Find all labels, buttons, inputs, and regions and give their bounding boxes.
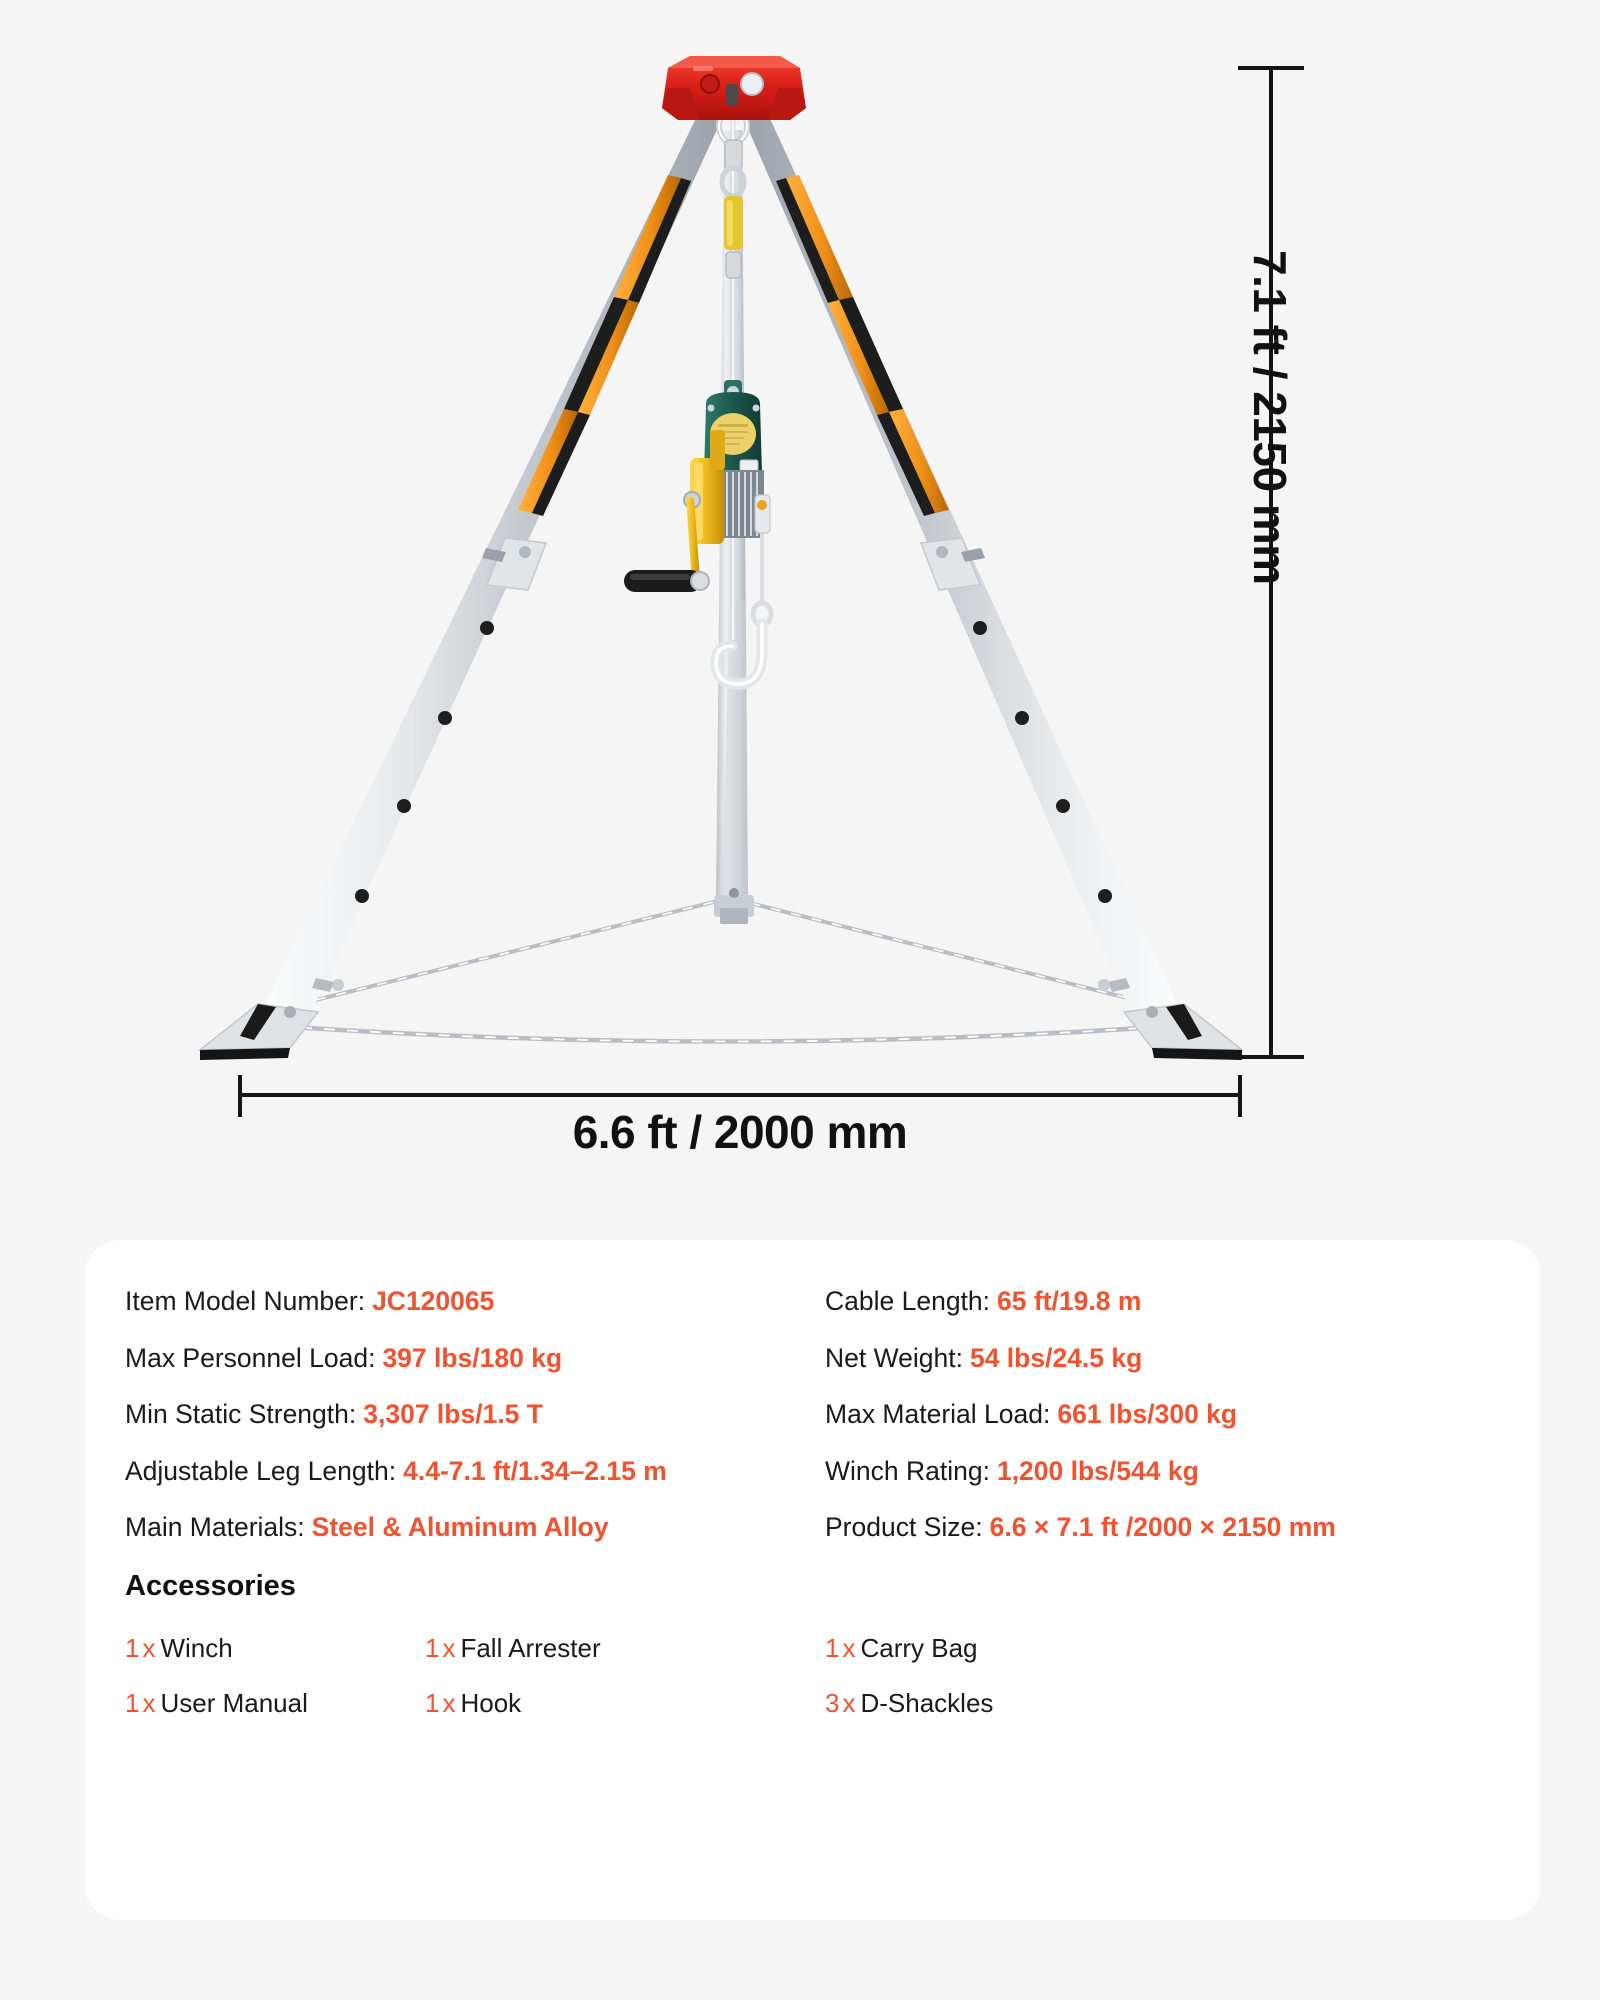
accessories-title: Accessories — [125, 1570, 296, 1602]
spec-row-max-personnel-load — [125, 1343, 825, 1400]
spec-row-winch-rating — [825, 1456, 1525, 1513]
spec-column-right — [825, 1286, 1525, 1569]
accessory-separator: x — [442, 1688, 456, 1718]
spec-row-cable-length — [825, 1286, 1525, 1343]
accessories-row — [125, 1633, 1505, 1664]
spec-value: 54 lbs/24.5 kg — [969, 1342, 1143, 1373]
spec-label: Cable Length: — [825, 1286, 991, 1316]
spec-label: Net Weight: — [825, 1342, 963, 1373]
accessory-item-user-manual — [125, 1688, 425, 1719]
spec-value: 6.6 × 7.1 ft /2000 × 2150 mm — [989, 1512, 1336, 1542]
accessory-item-winch — [125, 1633, 425, 1664]
spec-value: JC120065 — [372, 1286, 495, 1316]
specification-card — [85, 1240, 1540, 1920]
spec-value: 397 lbs/180 kg — [382, 1342, 563, 1373]
accessory-qty: 1 — [825, 1633, 840, 1663]
accessory-name: User Manual — [160, 1688, 308, 1718]
accessory-qty: 1 — [125, 1633, 140, 1663]
spec-value: Steel & Aluminum Alloy — [311, 1512, 609, 1542]
spec-row-max-material-load — [825, 1399, 1525, 1456]
spec-label: Main Materials: — [125, 1512, 305, 1542]
spec-column-left — [125, 1286, 825, 1569]
spec-row-product-size — [825, 1512, 1525, 1569]
spec-label: Max Material Load: — [825, 1399, 1051, 1429]
accessory-name: D-Shackles — [860, 1688, 994, 1718]
accessory-qty: 1 — [125, 1688, 140, 1718]
height-dimension-label: 7.1 ft / 2150 mm — [1244, 250, 1296, 585]
accessory-name: Winch — [160, 1633, 233, 1663]
accessory-name: Fall Arrester — [460, 1633, 601, 1663]
accessories-section — [125, 1570, 1505, 1743]
accessory-separator: x — [142, 1688, 156, 1718]
spec-row-min-static-strength — [125, 1399, 825, 1456]
spec-row-adjustable-leg-length — [125, 1456, 825, 1513]
accessory-qty: 3 — [825, 1688, 840, 1718]
accessory-item-fall-arrester — [425, 1633, 825, 1664]
accessory-item-carry-bag — [825, 1633, 1225, 1664]
spec-row-net-weight — [825, 1343, 1525, 1400]
spec-label: Max Personnel Load: — [125, 1342, 376, 1373]
spec-label: Adjustable Leg Length: — [125, 1455, 397, 1486]
accessory-qty: 1 — [425, 1688, 440, 1718]
spec-value: 661 lbs/300 kg — [1057, 1399, 1238, 1429]
spec-label: Product Size: — [825, 1512, 983, 1542]
accessory-separator: x — [842, 1633, 856, 1663]
spec-value: 65 ft/19.8 m — [997, 1286, 1142, 1316]
accessory-item-d-shackles — [825, 1688, 1225, 1719]
accessory-separator: x — [442, 1633, 456, 1663]
accessory-name: Hook — [460, 1688, 522, 1718]
spec-row-main-materials — [125, 1512, 825, 1569]
spec-label: Item Model Number: — [125, 1286, 366, 1316]
accessory-qty: 1 — [425, 1633, 440, 1663]
width-dimension-label: 6.6 ft / 2000 mm — [572, 1106, 908, 1158]
accessory-separator: x — [842, 1688, 856, 1718]
accessories-row — [125, 1688, 1505, 1719]
spec-label: Winch Rating: — [825, 1455, 990, 1486]
spec-label: Min Static Strength: — [125, 1399, 357, 1429]
accessory-item-hook — [425, 1688, 825, 1719]
spec-value: 4.4-7.1 ft/1.34–2.15 m — [403, 1455, 667, 1486]
accessory-separator: x — [142, 1633, 156, 1663]
spec-value: 1,200 lbs/544 kg — [996, 1455, 1199, 1486]
accessory-name: Carry Bag — [860, 1633, 978, 1663]
spec-value: 3,307 lbs/1.5 T — [363, 1399, 543, 1429]
spec-row-item-model-number — [125, 1286, 825, 1343]
